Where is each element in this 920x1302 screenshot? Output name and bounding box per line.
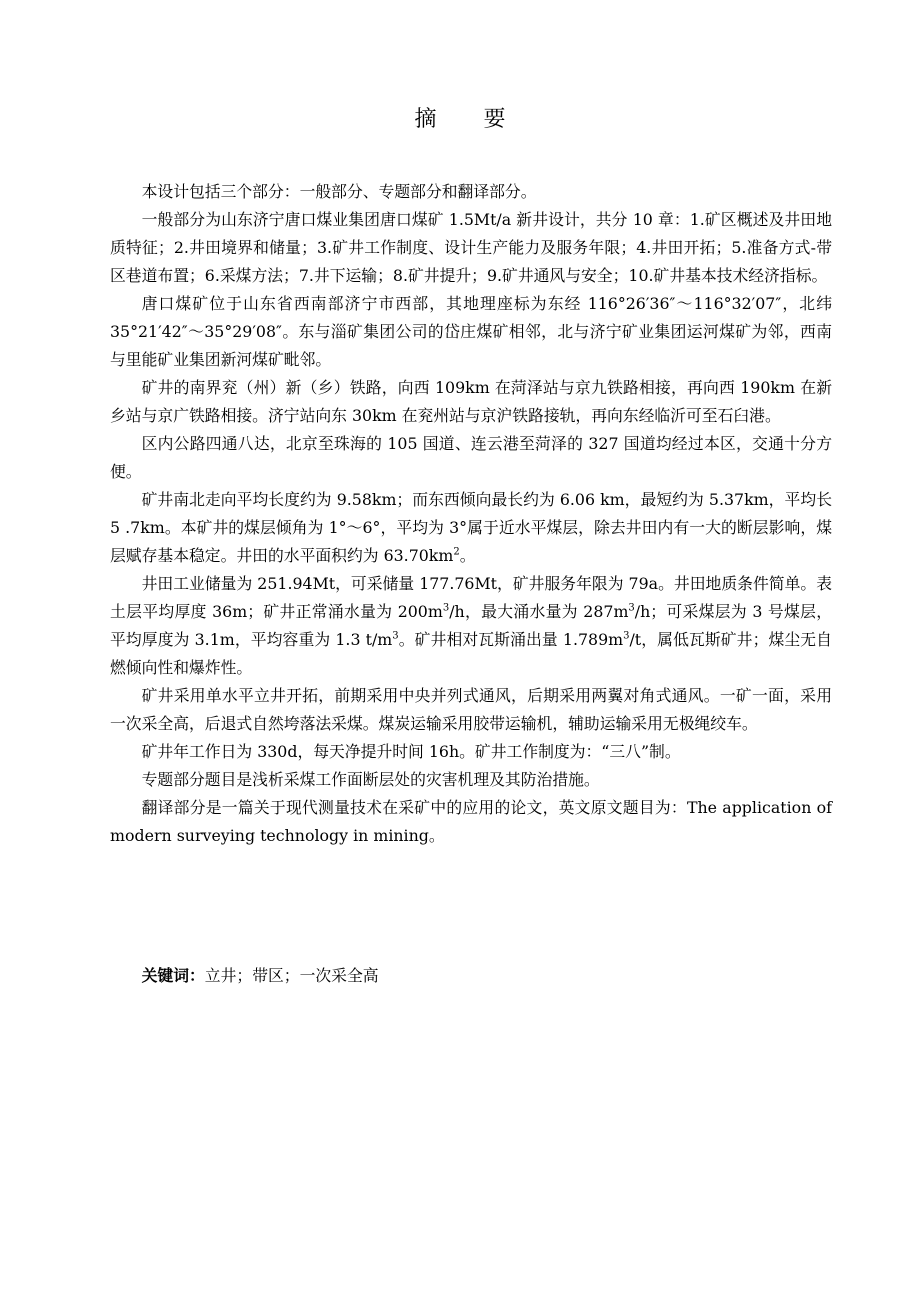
abstract-body xyxy=(110,178,832,850)
abstract-paragraph: 矿井的南界兖（州）新（乡）铁路，向西 109km 在菏泽站与京九铁路相接，再向西 190km 在新乡站与京广铁路相接。济宁站向东 30km 在兖州站与京沪铁路接轨，再向东经临沂可至石臼港。 xyxy=(110,378,832,425)
abstract-paragraph: 井田工业储量为 251.94Mt，可采储量 177.76Mt，矿井服务年限为 79a。井田地质条件简单。表土层平均厚度 36m；矿井正常涌水量为 $200m^3/h$，最大涌水量为 $287m^3/h$；可采煤层为 3 号煤层，平均厚度为 3.1m，平均容重为 1.3 $t/m^3$。矿井相对瓦斯涌出量 $1.789m^3/t$，属低瓦斯矿井；煤尘无自燃倾向性和爆炸性。 xyxy=(110,574,832,677)
abstract-paragraph: 区内公路四通八达，北京至珠海的 105 国道、连云港至菏泽的 327 国道均经过本区，交通十分方便。 xyxy=(110,434,832,481)
keywords-line xyxy=(110,962,832,990)
abstract-paragraph: 翻译部分是一篇关于现代测量技术在采矿中的应用的论文，英文原文题目为：The application of modern surveying technology in mining。 xyxy=(110,798,832,845)
abstract-paragraph: 一般部分为山东济宁唐口煤业集团唐口煤矿 1.5Mt/a 新井设计，共分 10 章：1.矿区概述及井田地质特征；2.井田境界和储量；3.矿井工作制度、设计生产能力及服务年限；4.井田开拓；5.准备方式-带区巷道布置；6.采煤方法；7.井下运输；8.矿井提升；9.矿井通风与安全；10.矿井基本技术经济指标。 xyxy=(110,210,832,285)
abstract-paragraph: 本设计包括三个部分：一般部分、专题部分和翻译部分。 xyxy=(141,182,537,201)
abstract-paragraph: 唐口煤矿位于山东省西南部济宁市西部，其地理座标为东经 116°26′36″～116°32′07″，北纬 35°21′42″～35°29′08″。东与淄矿集团公司的岱庄煤矿相邻，北与济宁矿业集团运河煤矿为邻，西南与里能矿业集团新河煤矿毗邻。 xyxy=(110,294,832,369)
keywords-value: 立井；带区；一次采全高 xyxy=(204,966,379,985)
abstract-paragraph: 专题部分题目是浅析采煤工作面断层处的灾害机理及其防治措施。 xyxy=(141,770,600,789)
keywords-label: 关键词： xyxy=(141,966,205,985)
page-title: 摘 要 xyxy=(414,107,526,132)
abstract-paragraph: 矿井南北走向平均长度约为 9.58km；而东西倾向最长约为 6.06 km，最短约为 5.37km，平均长 5 .7km。本矿井的煤层倾角为 1°～6°，平均为 3°属于近水平煤层，除去井田内有一大的断层影响，煤层赋存基本稳定。井田的水平面积约为 $63.70km^2$。 xyxy=(110,490,832,565)
abstract-paragraph: 矿井年工作日为 330d，每天净提升时间 16h。矿井工作制度为：“三八”制。 xyxy=(141,742,681,761)
abstract-paragraph: 矿井采用单水平立井开拓，前期采用中央并列式通风，后期采用两翼对角式通风。一矿一面，采用一次采全高，后退式自然垮落法采煤。煤炭运输采用胶带运输机，辅助运输采用无极绳绞车。 xyxy=(110,686,832,733)
